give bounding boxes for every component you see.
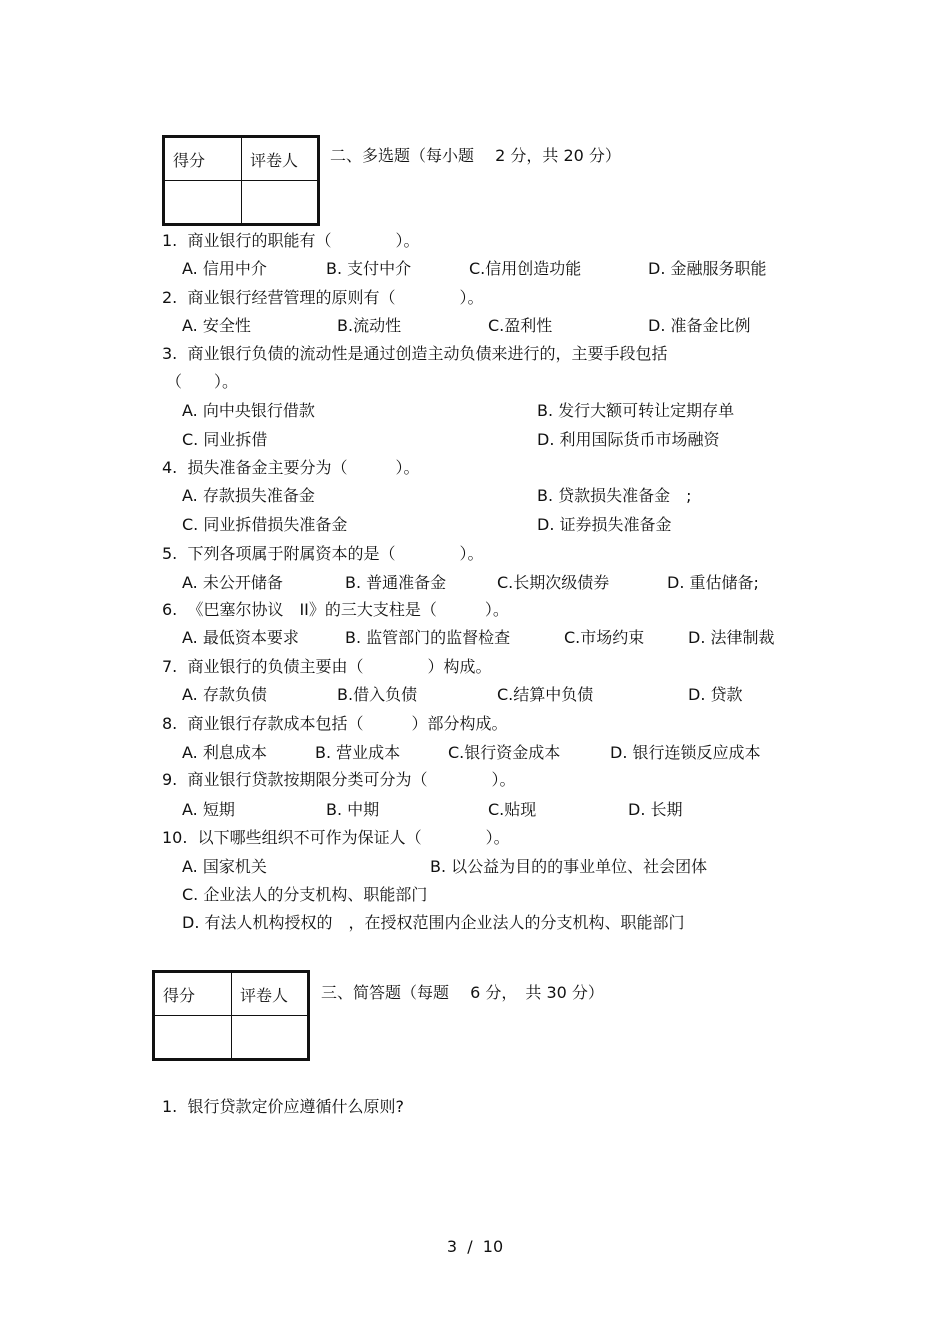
q5-option-b: B. 普通准备金: [345, 573, 447, 592]
q6-option-d: D. 法律制裁: [688, 628, 775, 647]
score-box-section3: [152, 970, 310, 1061]
q9-option-d: D. 长期: [628, 800, 683, 819]
q4-option-c: C. 同业拆借损失准备金: [182, 515, 348, 534]
q10-option-c: C. 企业法人的分支机构、职能部门: [182, 885, 428, 904]
q8-option-a: A. 利息成本: [182, 743, 267, 762]
q9-option-c: C.贴现: [488, 800, 537, 819]
q3-option-d: D. 利用国际货币市场融资: [537, 430, 720, 449]
q2-option-d: D. 准备金比例: [648, 316, 751, 335]
q2-option-b: B.流动性: [337, 316, 402, 335]
q4-option-b: B. 贷款损失准备金 ;: [537, 486, 692, 505]
grader-label: 评卷人: [242, 137, 319, 181]
grader-label: 评卷人: [232, 972, 309, 1016]
question-6-stem: 6. 《巴塞尔协议 II》的三大支柱是（ ）。: [162, 600, 509, 619]
question-3-stem: 3. 商业银行负债的流动性是通过创造主动负债来进行的，主要手段包括: [162, 344, 668, 363]
q4-option-d: D. 证券损失准备金: [537, 515, 672, 534]
section2-title: 二、多选题（每小题 2 分，共 20 分）: [330, 146, 621, 165]
q8-option-d: D. 银行连锁反应成本: [610, 743, 761, 762]
q1-option-a: A. 信用中介: [182, 259, 267, 278]
q1-option-d: D. 金融服务职能: [648, 259, 767, 278]
q6-option-b: B. 监管部门的监督检查: [345, 628, 511, 647]
q9-option-b: B. 中期: [326, 800, 380, 819]
q1-option-c: C.信用创造功能: [469, 259, 582, 278]
page-number: 3 / 10: [446, 1237, 504, 1256]
score-label: 得分: [164, 137, 242, 181]
question-4-stem: 4. 损失准备金主要分为（ ）。: [162, 458, 420, 477]
q9-option-a: A. 短期: [182, 800, 235, 819]
q1-option-b: B. 支付中介: [326, 259, 412, 278]
q3-option-a: A. 向中央银行借款: [182, 401, 315, 420]
q3-option-b: B. 发行大额可转让定期存单: [537, 401, 735, 420]
q8-option-c: C.银行资金成本: [448, 743, 561, 762]
question-9-stem: 9. 商业银行贷款按期限分类可分为（ ）。: [162, 770, 516, 789]
q6-option-a: A. 最低资本要求: [182, 628, 299, 647]
question-8-stem: 8. 商业银行存款成本包括（ ）部分构成。: [162, 714, 508, 733]
question-3-stem-cont: （ ）。: [166, 372, 239, 391]
question-5-stem: 5. 下列各项属于附属资本的是（ ）。: [162, 544, 484, 563]
q4-option-a: A. 存款损失准备金: [182, 486, 315, 505]
q7-option-a: A. 存款负债: [182, 685, 267, 704]
q10-option-b: B. 以公益为目的的事业单位、社会团体: [430, 857, 708, 876]
section3-title: 三、简答题（每题 6 分， 共 30 分）: [321, 983, 604, 1002]
q6-option-c: C.市场约束: [564, 628, 645, 647]
q5-option-d: D. 重估储备;: [667, 573, 759, 592]
q7-option-b: B.借入负债: [337, 685, 418, 704]
question-7-stem: 7. 商业银行的负债主要由（ ）构成。: [162, 657, 492, 676]
q2-option-a: A. 安全性: [182, 316, 251, 335]
q10-option-a: A. 国家机关: [182, 857, 267, 876]
question-2-stem: 2. 商业银行经营管理的原则有（ ）。: [162, 288, 484, 307]
score-cell[interactable]: [154, 1016, 232, 1060]
grader-cell[interactable]: [232, 1016, 309, 1060]
q2-option-c: C.盈利性: [488, 316, 553, 335]
q8-option-b: B. 营业成本: [315, 743, 401, 762]
score-cell[interactable]: [164, 181, 242, 225]
q7-option-c: C.结算中负债: [497, 685, 594, 704]
q7-option-d: D. 贷款: [688, 685, 743, 704]
question-10-stem: 10. 以下哪些组织不可作为保证人（ ）。: [162, 828, 510, 847]
q5-option-c: C.长期次级债券: [497, 573, 610, 592]
q10-option-d: D. 有法人机构授权的 ，在授权范围内企业法人的分支机构、职能部门: [182, 913, 685, 932]
short-answer-question-1: 1. 银行贷款定价应遵循什么原则?: [162, 1097, 404, 1116]
score-label: 得分: [154, 972, 232, 1016]
q5-option-a: A. 未公开储备: [182, 573, 283, 592]
grader-cell[interactable]: [242, 181, 319, 225]
question-1-stem: 1. 商业银行的职能有（ ）。: [162, 231, 420, 250]
q3-option-c: C. 同业拆借: [182, 430, 268, 449]
score-box-section2: [162, 135, 320, 226]
